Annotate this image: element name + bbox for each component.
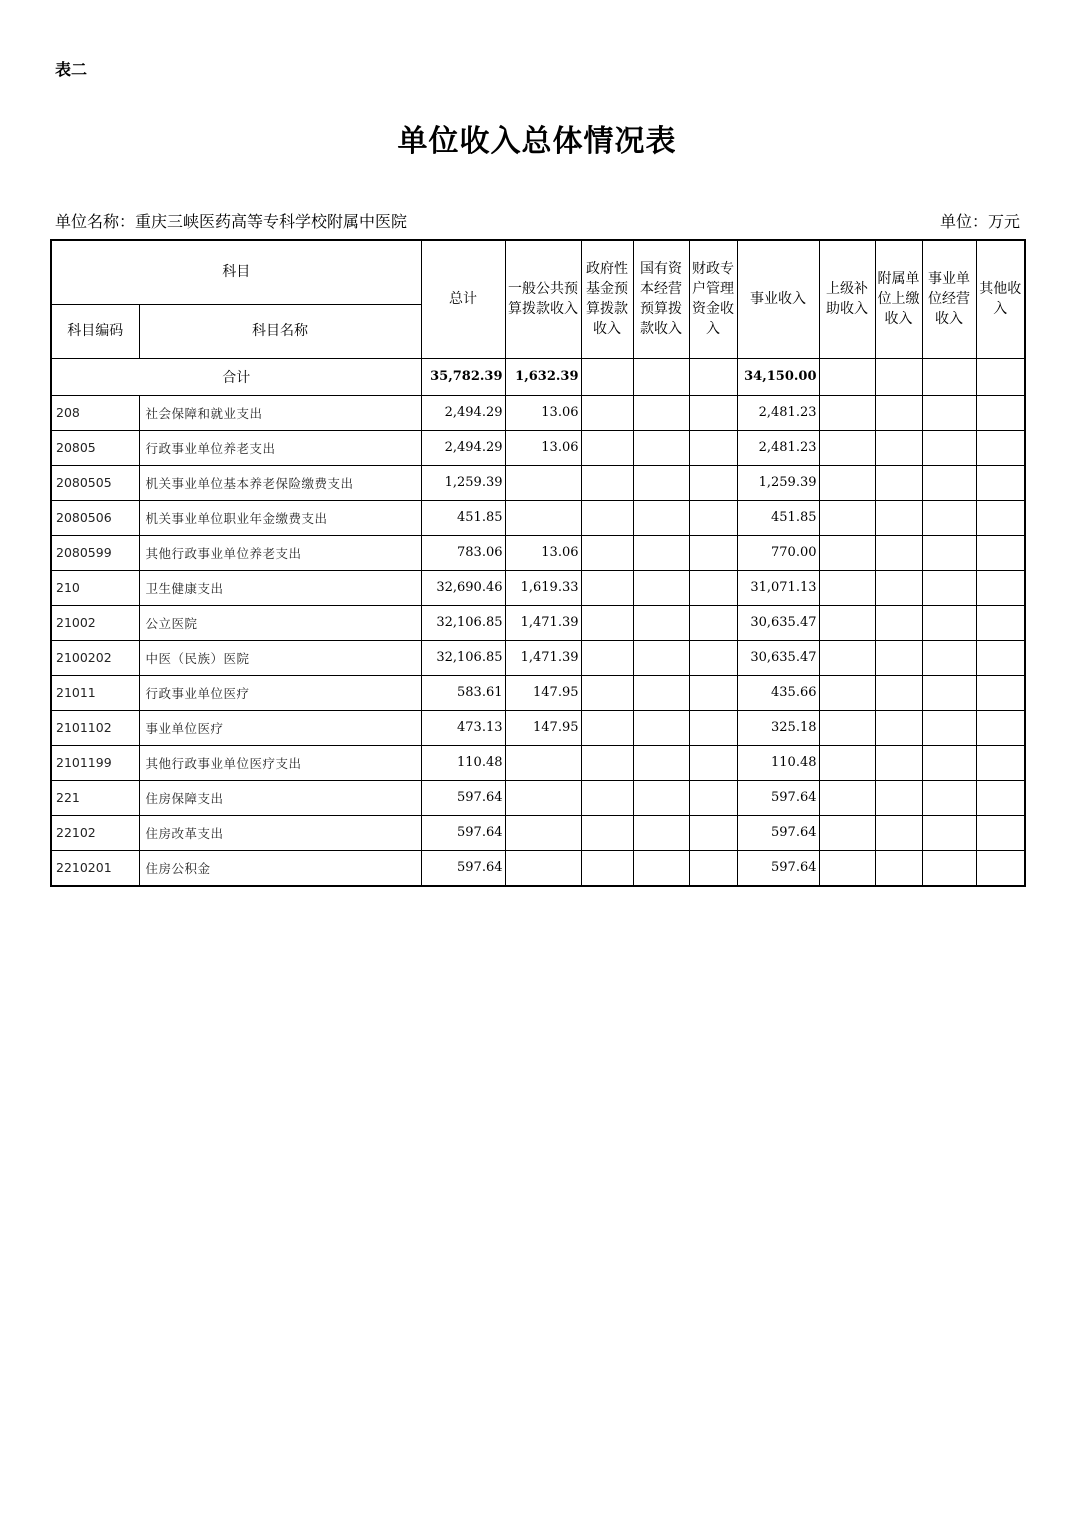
cell (922, 815, 976, 850)
subject-code-cell: 22102 (51, 815, 139, 850)
subject-name-cell: 行政事业单位医疗 (139, 675, 421, 710)
table-row (51, 745, 1025, 780)
subject-code-cell: 210 (51, 570, 139, 605)
subject-name-cell: 社会保障和就业支出 (139, 395, 421, 430)
cell: 147.95 (505, 675, 581, 710)
cell (689, 358, 737, 395)
table-row-total (51, 358, 1025, 395)
cell (976, 850, 1025, 886)
cell (689, 605, 737, 640)
cell (875, 815, 922, 850)
cell (819, 430, 875, 465)
cell (505, 850, 581, 886)
subject-name-cell: 行政事业单位养老支出 (139, 430, 421, 465)
cell: 30,635.47 (737, 605, 819, 640)
cell (689, 640, 737, 675)
cell: 30,635.47 (737, 640, 819, 675)
cell: 34,150.00 (737, 358, 819, 395)
cell: 31,071.13 (737, 570, 819, 605)
cell (976, 710, 1025, 745)
table-label: 表二 (55, 60, 88, 79)
cell: 13.06 (505, 395, 581, 430)
cell: 13.06 (505, 430, 581, 465)
cell (633, 815, 689, 850)
cell (819, 358, 875, 395)
cell (875, 675, 922, 710)
cell (689, 815, 737, 850)
cell: 451.85 (421, 500, 505, 535)
cell: 597.64 (421, 780, 505, 815)
cell (581, 605, 633, 640)
cell (633, 430, 689, 465)
cell (976, 500, 1025, 535)
header-col-affiliated-unit: 附属单位上缴收入 (875, 240, 922, 358)
cell (819, 605, 875, 640)
cell (922, 465, 976, 500)
subject-name-cell: 公立医院 (139, 605, 421, 640)
cell: 1,471.39 (505, 605, 581, 640)
subject-code-cell: 2080506 (51, 500, 139, 535)
cell: 32,106.85 (421, 605, 505, 640)
cell: 2,494.29 (421, 395, 505, 430)
cell (875, 605, 922, 640)
table-row (51, 850, 1025, 886)
header-subject: 科目 (51, 240, 421, 304)
cell: 32,106.85 (421, 640, 505, 675)
cell (633, 605, 689, 640)
cell (819, 535, 875, 570)
table-row (51, 780, 1025, 815)
cell: 1,259.39 (421, 465, 505, 500)
cell (922, 605, 976, 640)
cell: 770.00 (737, 535, 819, 570)
cell (922, 675, 976, 710)
cell (976, 465, 1025, 500)
subject-code-cell: 208 (51, 395, 139, 430)
cell (922, 500, 976, 535)
cell (581, 430, 633, 465)
cell (875, 570, 922, 605)
subject-name-cell: 其他行政事业单位医疗支出 (139, 745, 421, 780)
cell (819, 675, 875, 710)
cell: 597.64 (737, 780, 819, 815)
cell (581, 780, 633, 815)
cell (875, 535, 922, 570)
cell: 110.48 (737, 745, 819, 780)
cell: 783.06 (421, 535, 505, 570)
cell (819, 570, 875, 605)
table-row (51, 605, 1025, 640)
cell (875, 780, 922, 815)
subject-code-cell: 2210201 (51, 850, 139, 886)
page-title: 单位收入总体情况表 (397, 124, 677, 159)
subject-code-cell: 221 (51, 780, 139, 815)
header-subject-name: 科目名称 (139, 304, 421, 358)
cell (581, 675, 633, 710)
total-label: 合计 (51, 358, 421, 395)
cell: 597.64 (737, 850, 819, 886)
cell (581, 745, 633, 780)
cell: 451.85 (737, 500, 819, 535)
subject-name-cell: 住房改革支出 (139, 815, 421, 850)
table-row (51, 675, 1025, 710)
cell (633, 500, 689, 535)
cell (581, 500, 633, 535)
cell (633, 745, 689, 780)
cell (581, 358, 633, 395)
cell (922, 430, 976, 465)
subject-name-cell: 住房公积金 (139, 850, 421, 886)
header-subject-code: 科目编码 (51, 304, 139, 358)
subject-name-cell: 卫生健康支出 (139, 570, 421, 605)
subject-name-cell: 中医（民族）医院 (139, 640, 421, 675)
cell (633, 358, 689, 395)
cell (976, 395, 1025, 430)
cell (581, 710, 633, 745)
cell (819, 710, 875, 745)
subject-code-cell: 2101199 (51, 745, 139, 780)
cell (875, 430, 922, 465)
cell (976, 570, 1025, 605)
header-col-fiscal-account: 财政专户管理资金收入 (689, 240, 737, 358)
subject-code-cell: 2100202 (51, 640, 139, 675)
cell (581, 465, 633, 500)
cell (922, 850, 976, 886)
header-col-other-income: 其他收入 (976, 240, 1025, 358)
cell (922, 640, 976, 675)
table-row (51, 395, 1025, 430)
cell (689, 745, 737, 780)
cell: 597.64 (421, 815, 505, 850)
cell: 13.06 (505, 535, 581, 570)
cell (633, 570, 689, 605)
cell: 1,259.39 (737, 465, 819, 500)
cell: 2,481.23 (737, 395, 819, 430)
cell (689, 710, 737, 745)
unit-name: 单位名称：重庆三峡医药高等专科学校附属中医院 (55, 212, 408, 231)
cell (819, 745, 875, 780)
cell (689, 850, 737, 886)
table-row (51, 710, 1025, 745)
cell (922, 535, 976, 570)
cell (689, 500, 737, 535)
cell (689, 395, 737, 430)
table-row (51, 640, 1025, 675)
subject-code-cell: 2101102 (51, 710, 139, 745)
cell (689, 780, 737, 815)
cell (633, 535, 689, 570)
header-col-state-capital: 国有资本经营预算拨款收入 (633, 240, 689, 358)
cell (581, 640, 633, 675)
subject-name-cell: 机关事业单位基本养老保险缴费支出 (139, 465, 421, 500)
cell (819, 780, 875, 815)
cell (633, 675, 689, 710)
subject-code-cell: 2080599 (51, 535, 139, 570)
subject-code-cell: 2080505 (51, 465, 139, 500)
cell (633, 780, 689, 815)
cell (505, 465, 581, 500)
cell (976, 605, 1025, 640)
cell (819, 500, 875, 535)
table-row (51, 500, 1025, 535)
cell: 2,481.23 (737, 430, 819, 465)
subject-name-cell: 住房保障支出 (139, 780, 421, 815)
cell (922, 570, 976, 605)
cell (819, 395, 875, 430)
cell (976, 745, 1025, 780)
header-col-superior-subsidy: 上级补助收入 (819, 240, 875, 358)
cell: 1,619.33 (505, 570, 581, 605)
cell (875, 710, 922, 745)
cell (505, 780, 581, 815)
cell (976, 535, 1025, 570)
cell (581, 815, 633, 850)
cell (976, 780, 1025, 815)
cell (875, 745, 922, 780)
cell (689, 430, 737, 465)
cell (505, 745, 581, 780)
cell (633, 850, 689, 886)
cell (505, 500, 581, 535)
cell (875, 358, 922, 395)
table-row (51, 570, 1025, 605)
header-col-total: 总计 (421, 240, 505, 358)
cell (819, 850, 875, 886)
cell (581, 850, 633, 886)
cell (689, 570, 737, 605)
subject-name-cell: 机关事业单位职业年金缴费支出 (139, 500, 421, 535)
cell: 597.64 (737, 815, 819, 850)
header-col-gov-fund: 政府性基金预算拨款收入 (581, 240, 633, 358)
cell (689, 675, 737, 710)
cell (633, 465, 689, 500)
cell: 1,471.39 (505, 640, 581, 675)
cell: 597.64 (421, 850, 505, 886)
cell (819, 640, 875, 675)
cell: 1,632.39 (505, 358, 581, 395)
cell (922, 780, 976, 815)
cell (976, 430, 1025, 465)
cell (689, 465, 737, 500)
header-col-business-income: 事业收入 (737, 240, 819, 358)
cell (922, 745, 976, 780)
cell (922, 710, 976, 745)
cell (875, 850, 922, 886)
cell (875, 500, 922, 535)
subject-code-cell: 21011 (51, 675, 139, 710)
table-row (51, 430, 1025, 465)
cell (875, 640, 922, 675)
table-row (51, 815, 1025, 850)
cell (633, 395, 689, 430)
cell (581, 535, 633, 570)
subject-name-cell: 其他行政事业单位养老支出 (139, 535, 421, 570)
cell (633, 710, 689, 745)
subject-code-cell: 20805 (51, 430, 139, 465)
subject-code-cell: 21002 (51, 605, 139, 640)
cell (922, 358, 976, 395)
income-table (50, 239, 1026, 887)
cell (505, 815, 581, 850)
cell (976, 675, 1025, 710)
header-col-general-budget: 一般公共预算拨款收入 (505, 240, 581, 358)
cell (976, 640, 1025, 675)
cell: 32,690.46 (421, 570, 505, 605)
table-row (51, 535, 1025, 570)
cell (875, 465, 922, 500)
cell (689, 535, 737, 570)
cell (875, 395, 922, 430)
cell (581, 570, 633, 605)
cell (581, 395, 633, 430)
cell: 110.48 (421, 745, 505, 780)
cell (976, 358, 1025, 395)
cell: 147.95 (505, 710, 581, 745)
cell: 473.13 (421, 710, 505, 745)
cell (976, 815, 1025, 850)
cell (922, 395, 976, 430)
cell: 35,782.39 (421, 358, 505, 395)
cell (633, 640, 689, 675)
currency-unit: 单位：万元 (939, 212, 1020, 231)
subject-name-cell: 事业单位医疗 (139, 710, 421, 745)
header-col-operating-income: 事业单位经营收入 (922, 240, 976, 358)
cell: 2,494.29 (421, 430, 505, 465)
table-row (51, 465, 1025, 500)
cell: 435.66 (737, 675, 819, 710)
cell: 583.61 (421, 675, 505, 710)
cell: 325.18 (737, 710, 819, 745)
cell (819, 465, 875, 500)
cell (819, 815, 875, 850)
